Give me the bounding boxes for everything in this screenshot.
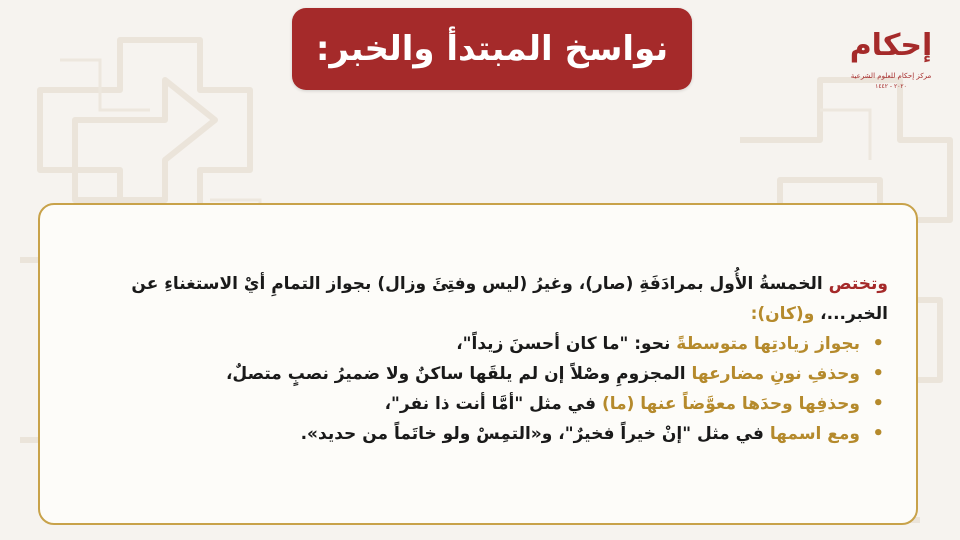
bullet-list xyxy=(70,329,888,449)
list-item xyxy=(70,359,888,389)
bullet-icon: • xyxy=(872,333,884,354)
list-item-accent: ومع اسمها xyxy=(769,424,860,444)
list-item-accent: وحذفِ نونِ مضارعها xyxy=(691,364,860,384)
intro-paragraph xyxy=(70,269,888,329)
list-item xyxy=(70,419,888,449)
brand-logo xyxy=(846,26,936,96)
list-item-accent: بجواز زيادتِها متوسطةً xyxy=(676,334,860,354)
list-item-text: المجزومِ وصْلاً إن لم يلقَها ساكنٌ ولا ضميرُ نصبٍ متصلٌ، xyxy=(225,364,692,384)
list-item-text: نحو: "ما كان أحسنَ زيداً"، xyxy=(456,334,677,354)
list-item xyxy=(70,329,888,359)
slide-title: نواسخ المبتدأ والخبر: xyxy=(315,29,669,69)
logo-wordmark: إحكام xyxy=(849,28,933,63)
list-item-text: في مثل "أمَّا أنت ذا نفر"، xyxy=(384,394,602,414)
list-item-accent: وحذفِها وحدَها معوَّضاً عنها (ما) xyxy=(601,394,860,414)
bullet-icon: • xyxy=(872,363,884,384)
slide-title-banner xyxy=(292,8,692,90)
content-panel xyxy=(38,203,918,525)
list-item xyxy=(70,389,888,419)
list-item-text: في مثل "إنْ خيراً فخيرٌ"، و«التمِسْ ولو خاتَماً من حديد». xyxy=(300,424,770,444)
logo-date: ٢٠٢٠ - ١٤٤٢ xyxy=(875,83,907,90)
bullet-icon: • xyxy=(872,393,884,414)
intro-lead-word: وتختص xyxy=(828,274,888,294)
intro-tail-text: و(كان): xyxy=(750,304,815,324)
bullet-icon: • xyxy=(872,423,884,444)
logo-subtitle: مركز إحكام للعلوم الشرعية xyxy=(850,72,932,80)
content-body xyxy=(70,269,888,449)
intro-body-text: الخمسةُ الأُول بمرادَفَةِ (صار)، وغيرُ (ليس وفتِئَ وزال) بجواز التمامِ أيْ الاستغناءِ عن الخبر...، xyxy=(131,274,888,324)
